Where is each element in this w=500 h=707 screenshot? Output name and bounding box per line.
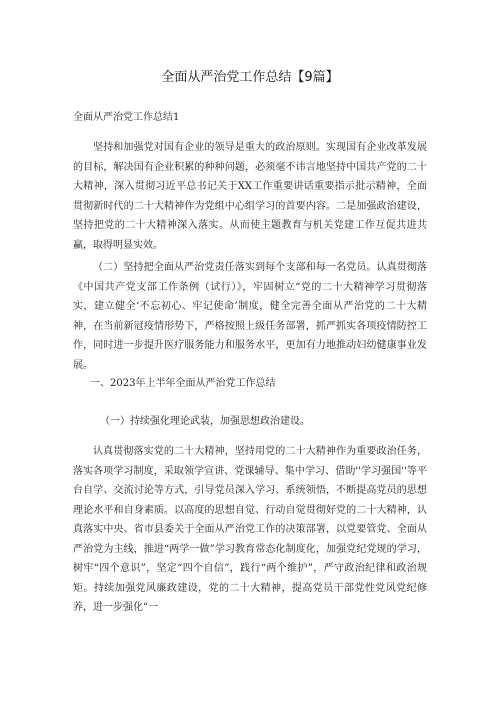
paragraph-1: 坚持和加强党对国有企业的领导是重大的政治原则。实现国有企业改革发展的目标，解决国有企业积累的种种问题，必须毫不讳言地坚持中国共产党的二十大精神，深入贯彻习近平总书记关于XX工作重要讲话重要指示批示精神，全面贯彻新时代的二十大精神作为党组中心组学习的首要内容。二是加强政治建设，坚持把党的二十大精神深入落实。从而使主题教育与机关党建工作互促共进共赢，取得明显实效。 <box>73 142 427 251</box>
section-heading-1: 一、2023年上半年全面从严治党工作总结 <box>90 378 276 389</box>
section-heading-2: （一）持续强化理论武装，加强思想政治建设。 <box>100 416 310 427</box>
document-title: 全面从严治党工作总结【9篇】 <box>161 70 339 85</box>
paragraph-2: （二）坚持把全面从严治党责任落实到每个支部和每一名党员。认真贯彻落《中国共产党支部工作条例（试行）》，牢固树立“党的二十大精神学习贯彻落实，建立健全‘不忘初心、牢记使命’制度，健全完善全面从严治党的二十大精神，在当前新冠疫情形势下，严格按照上级任务部署，抓严抓实各项疫情防控工作，同时进一步提升医疗服务能力和服务水平，更加有力地推动妇幼健康事业发展。 <box>73 262 427 371</box>
document-subtitle: 全面从严治党工作总结1 <box>73 112 180 123</box>
paragraph-3: 认真贯彻落实党的二十大精神，坚持用党的二十大精神作为重要政治任务，落实各项学习制度，采取领学宣讲、党课辅导、集中学习、借助''学习强国''等平台自学、交流讨论等方式，引导党员深入学习、系统领悟，不断提高党员的思想理论水平和自身素质。以高度的思想自觉、行动自觉贯彻好党的二十大精神，认真落实中央、省市县委关于全面从严治党工作的决策部署，以党要管党、全面从严治党为主线，推进“两学一做”学习教育常态化制度化，加强党纪党规的学习，树牢“四个意识”，坚定“四个自信”，践行“两个维护”，严守政治纪律和政治规矩。持续加强党风廉政建设，党的二十大精神，提高党员干部党性党风党纪修养，进一步强化“一 <box>73 446 427 613</box>
